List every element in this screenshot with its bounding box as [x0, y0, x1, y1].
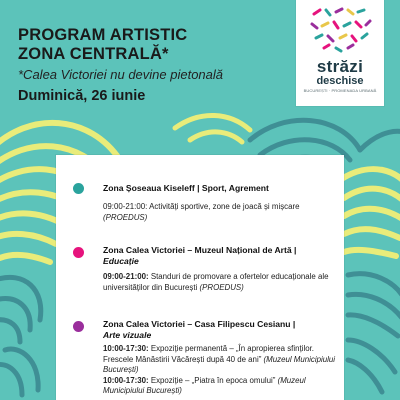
logo-word-deschise: deschise — [316, 75, 364, 87]
zone-description — [103, 272, 339, 293]
teal-dot-icon — [73, 183, 84, 194]
zone-desc-text: Expoziție permanentă – „În apropierea sfinților. Frescele Mânăstirii Văcărești după 40 de ani” — [103, 344, 314, 364]
header — [18, 26, 223, 105]
zone-description — [103, 344, 339, 397]
zone-description — [103, 202, 339, 223]
zone-desc-text: Expoziție – „Piatra în epoca omului” — [148, 375, 276, 385]
logo-word-strazi: străzi — [316, 57, 364, 76]
subtitle: *Calea Victoriei nu devine pietonală — [18, 67, 224, 82]
purple-dot-icon — [73, 321, 84, 332]
dark-swirl-left — [0, 277, 41, 395]
zone-title — [103, 183, 331, 194]
zone-title-text: Zona Calea Victoriei – Casa Filipescu Cesianu | — [103, 319, 296, 329]
zone-organizer: (PROEDUS) — [199, 282, 244, 292]
zone-time: 10:00-17:30: — [103, 344, 149, 353]
zone-time: 09:00-21:00: — [103, 202, 148, 211]
logo-pattern-icon — [296, 0, 384, 60]
zone-title-text: Zona Calea Victoriei – Muzeul Național de Artă | — [103, 245, 297, 255]
strazi-deschise-logo — [296, 0, 384, 106]
zone-title-text: Zona Șoseaua Kiseleff | Sport, Agrement — [103, 183, 269, 193]
logo-tagline: BUCUREȘTI · PROMENADA URBANĂ — [303, 88, 377, 93]
zone-organizer: (Muzeul Municipiului București) — [103, 375, 306, 396]
zone-title — [103, 319, 331, 341]
zone-title — [103, 245, 331, 267]
zone-organizer: (Muzeul Municipiului București) — [103, 354, 336, 375]
program-card — [56, 155, 344, 400]
title-line-2: ZONA CENTRALĂ* — [18, 45, 169, 63]
magenta-dot-icon — [73, 247, 84, 258]
dark-swirl-right-lower — [348, 274, 400, 392]
zone-item — [103, 344, 339, 376]
zone-organizer: (PROEDUS) — [103, 212, 148, 222]
zone-desc-text: Activități sportive, zone de joacă și mișcare — [147, 202, 300, 211]
zone-time: 09:00-21:00: — [103, 272, 149, 281]
yellow-swirl-top — [175, 115, 250, 142]
zone-title-category: Arte vizuale — [103, 330, 152, 340]
zone-time: 10:00-17:30: — [103, 375, 149, 385]
zone-desc-text: Standuri de promovare a ofertelor educaționale ale universităților din București — [103, 272, 329, 292]
zone-item — [103, 376, 339, 397]
event-date: Duminică, 26 iunie — [18, 88, 146, 104]
title-line-1: PROGRAM ARTISTIC — [18, 26, 188, 44]
yellow-swirl-right — [340, 169, 400, 256]
zone-title-category: Educație — [103, 256, 139, 266]
